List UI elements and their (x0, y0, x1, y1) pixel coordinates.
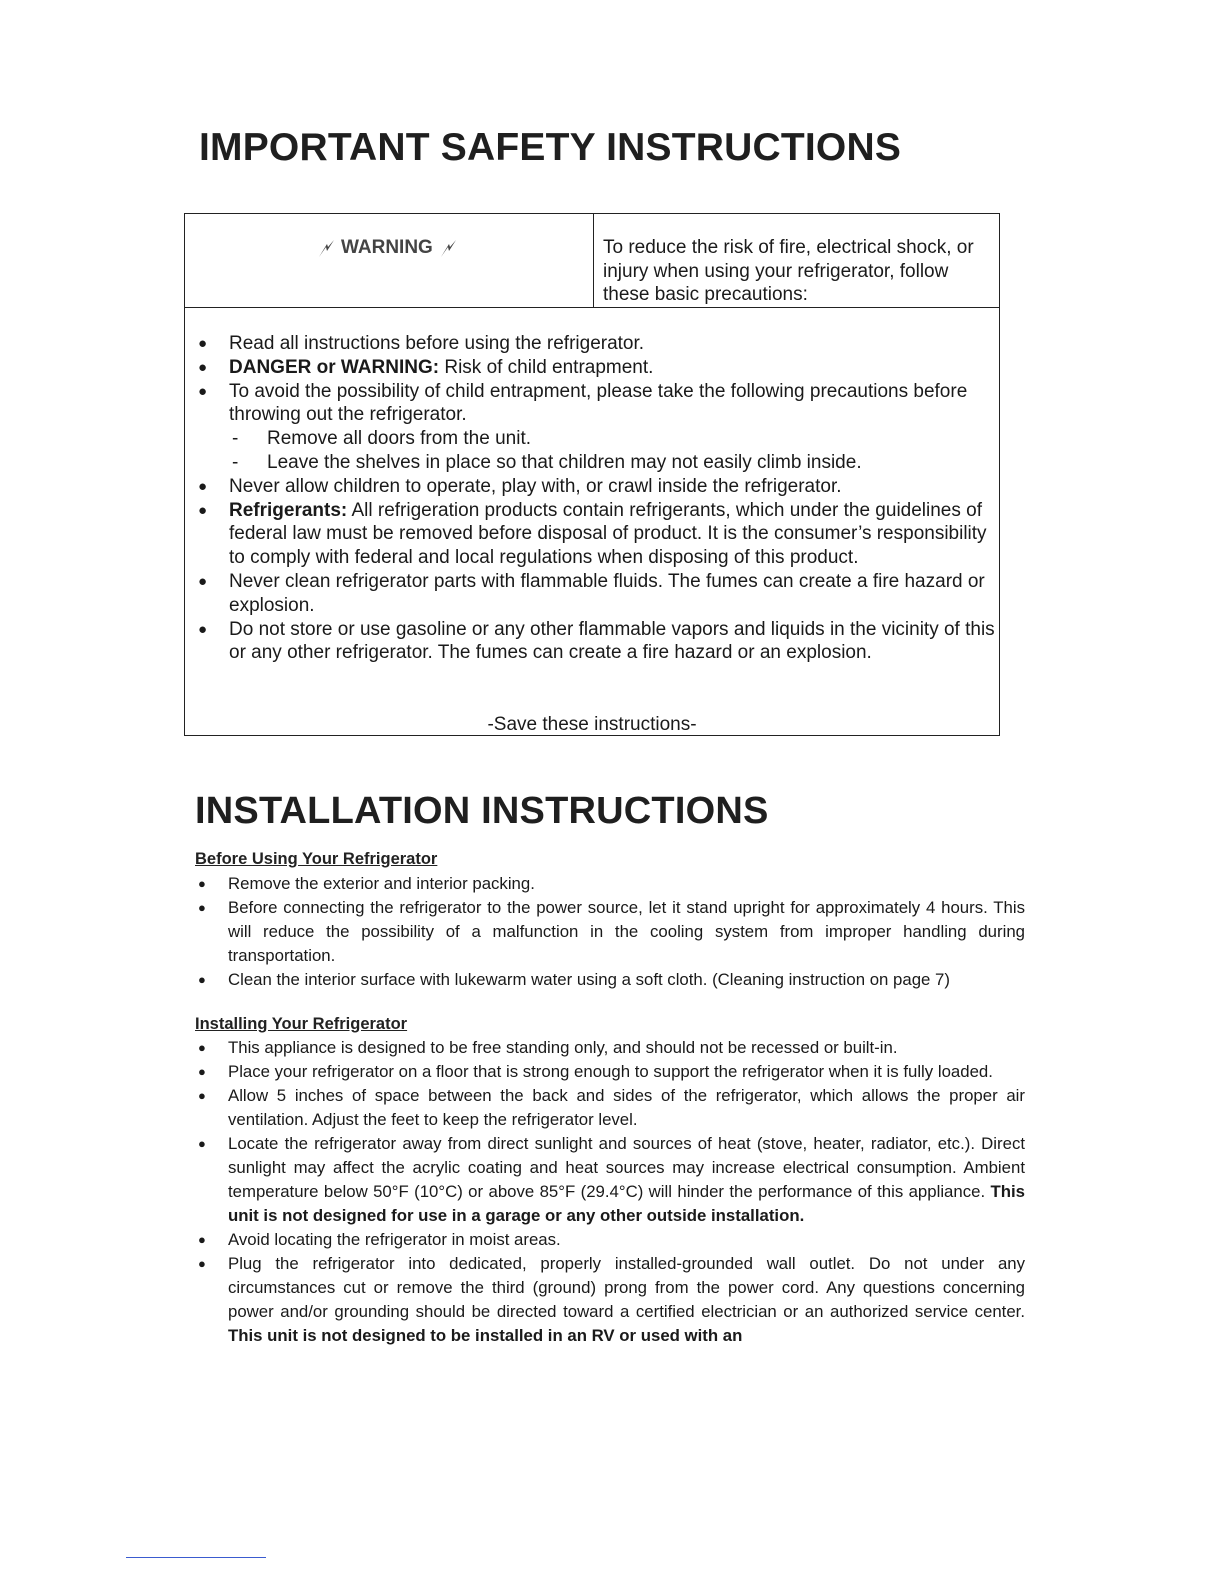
bullet-icon: ● (198, 1088, 206, 1103)
before-using-heading: Before Using Your Refrigerator (195, 850, 438, 868)
safety-title: IMPORTANT SAFETY INSTRUCTIONS (199, 126, 902, 169)
list-item: ● Avoid locating the refrigerator in moist areas. (195, 1228, 1025, 1252)
bullet-icon: ● (198, 1256, 206, 1271)
list-item: ● Never allow children to operate, play with, or crawl inside the refrigerator. (198, 475, 842, 497)
list-item: ● Never clean refrigerator parts with flammable fluids. The fumes can create a fire hazard or explosion. (198, 570, 985, 616)
list-item: ● Allow 5 inches of space between the back and sides of the refrigerator, which allows the proper air ventilation. Adjust the feet to keep the refrigerator level. (198, 1086, 1025, 1129)
sub-list-item: - Leave the shelves in place so that children may not easily climb inside. (232, 451, 862, 473)
bullet-icon: ● (198, 477, 208, 495)
bullet-icon: ● (198, 876, 206, 891)
bullet-icon: ● (198, 1232, 206, 1247)
safety-list (195, 332, 995, 665)
list-item: ● Locate the refrigerator away from direct sunlight and sources of heat (stove, heater, radiator, etc.). Direct sunlight may affect the acrylic coating and heat sources may increase electrical consumption. Ambient temperature below 50°F (10°C) or above 85°F (29.4°C) will hinder the performance of this appliance. This unit is not designed for use in a garage or any other outside installation. (198, 1134, 1025, 1225)
before-using-list (195, 872, 1025, 992)
sub-list (195, 427, 995, 475)
list-item: ● Place your refrigerator on a floor that is strong enough to support the refrigerator when it is fully loaded. (195, 1060, 1025, 1084)
warning-intro: To reduce the risk of fire, electrical shock, or injury when using your refrigerator, follow these basic precautions: (603, 237, 974, 305)
bullet-icon: ● (198, 1040, 206, 1055)
bullet-icon: ● (198, 358, 208, 376)
installing-heading: Installing Your Refrigerator (195, 1015, 408, 1033)
bullet-icon: ● (198, 1136, 206, 1151)
bullet-icon: ● (198, 501, 208, 519)
list-item: ● Plug the refrigerator into dedicated, properly installed-grounded wall outlet. Do not under any circumstances cut or remove the third (ground) prong from the power cord. Any questions concerning power and/or grounding should be directed toward a certified electrician or an authorized service center. This unit is not designed to be installed in an RV or used with an (198, 1254, 1025, 1345)
bullet-icon: ● (198, 382, 208, 400)
list-item: ● To avoid the possibility of child entrapment, please take the following precautions before throwing out the refrigerator. (198, 380, 968, 426)
warning-label (315, 237, 459, 259)
safety-box (184, 213, 1000, 736)
list-item: ● Remove the exterior and interior packing. (195, 872, 1025, 896)
warning-header-row (185, 214, 999, 308)
warning-text: WARNING (341, 237, 433, 258)
bullet-icon: ● (198, 900, 206, 915)
list-item: ● DANGER or WARNING: Risk of child entrapment. (198, 356, 654, 378)
footer-rule (126, 1557, 266, 1558)
save-note: -Save these instructions- (487, 714, 697, 735)
installing-list (195, 1036, 1025, 1348)
bullet-icon: ● (198, 1064, 206, 1079)
list-item: ● Refrigerants: All refrigeration products contain refrigerants, which under the guidelines of federal law must be removed before disposal of product. It is the consumer’s responsibility to comply with federal and local regulations when disposing of this product. (198, 499, 987, 569)
table-divider (593, 214, 594, 307)
lightning-icon (315, 237, 337, 259)
lightning-icon (437, 237, 459, 259)
bullet-icon: ● (198, 572, 208, 590)
sub-list-item: - Remove all doors from the unit. (232, 428, 532, 450)
list-item: ● Do not store or use gasoline or any other flammable vapors and liquids in the vicinity of this or any other refrigerator. The fumes can create a fire hazard or an explosion. (198, 618, 995, 664)
sub-list-wrapper (195, 427, 995, 475)
bullet-icon: ● (198, 620, 208, 638)
list-item: ● Before connecting the refrigerator to the power source, let it stand upright for approximately 4 hours. This will reduce the possibility of a malfunction in the cooling system from improper handling during transportation. (198, 898, 1025, 965)
list-item: ● Read all instructions before using the refrigerator. (198, 333, 645, 354)
list-item: ● This appliance is designed to be free standing only, and should not be recessed or built-in. (195, 1036, 1025, 1060)
installation-title: INSTALLATION INSTRUCTIONS (195, 790, 769, 832)
bullet-icon: ● (198, 972, 206, 987)
bullet-icon: ● (198, 335, 208, 352)
list-item: ● Clean the interior surface with lukewarm water using a soft cloth. (Cleaning instruction on page 7) (195, 968, 1025, 992)
